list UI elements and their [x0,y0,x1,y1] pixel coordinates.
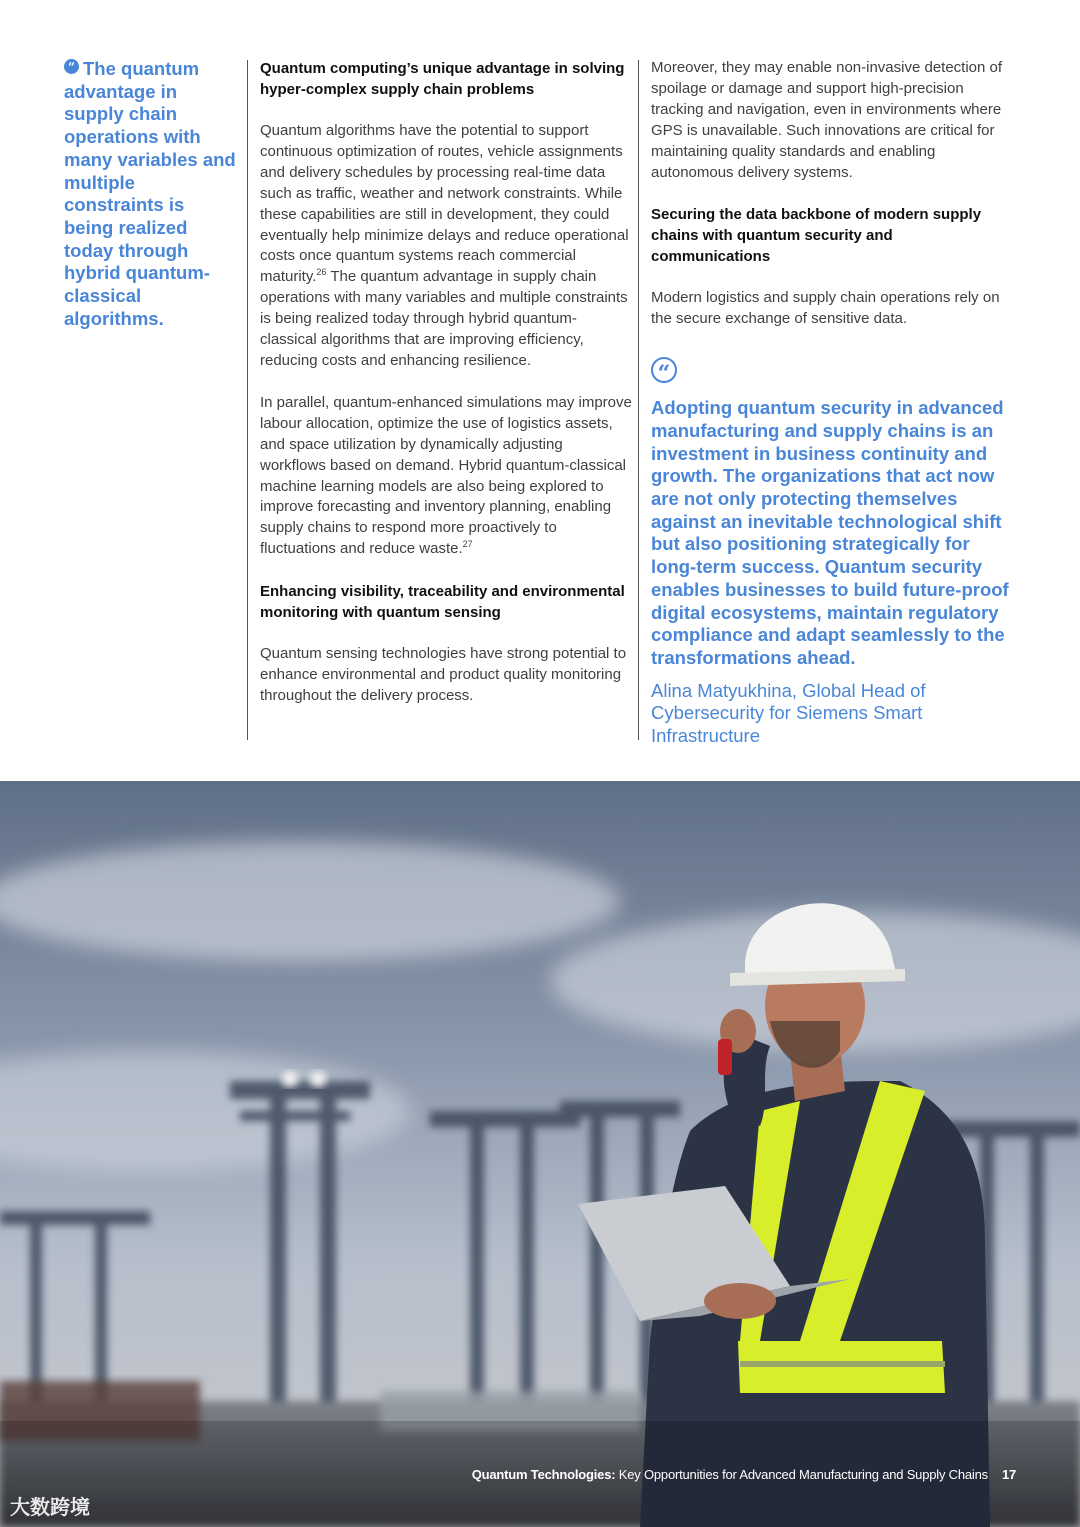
footnote-ref[interactable]: 26 [316,267,327,278]
paragraph: Modern logistics and supply chain operations rely on the secure exchange of sensitive data. [651,289,1000,328]
quote-attribution: Alina Matyukhina, Global Head of Cybersecurity for Siemens Smart Infrastructure [651,679,926,747]
section-heading-quantum-sensing: Enhancing visibility, traceability and environmental monitoring with quantum sensing [260,583,625,622]
footer-title-bold: Quantum Technologies: [471,1467,616,1482]
footer-title: Key Opportunities for Advanced Manufacturing and Supply Chains [615,1467,988,1482]
quote-mark-icon: “ [651,357,677,383]
pull-quote [64,58,236,330]
paragraph: In parallel, quantum-enhanced simulations may improve labour allocation, optimize the use of logistics assets, and space utilization by dynamically adjusting workflows based on demand. Hybrid quantum-classical machine learning models are also being explored to improve forecasting and inventory planning, enabling supply chains to respond more proactively to fluctuations and reduce waste.$^{27}$ [260,393,632,558]
column-divider-left [247,60,248,740]
section-heading-quantum-security: Securing the data backbone of modern supply chains with quantum security and communications [651,206,982,266]
paragraph: Quantum algorithms have the potential to support continuous optimization of routes, vehicle assignments and delivery schedules by processing real-time data such as traffic, weather and network constraints. While these capabilities are still in development, they could eventually help minimize delays and reduce operational costs once quantum systems reach commercial maturity.$^{26}$ The quantum advantage in supply chain operations with many variables and multiple constraints is being realized today through hybrid quantum-classical algorithms that are improving efficiency, reducing costs and enhancing resilience. [260,122,629,369]
quote-icon: “ [64,59,79,74]
page-footer [472,1467,1016,1482]
page-number: 17 [1001,1467,1016,1482]
watermark-logo: 大数跨境 [10,1497,90,1519]
paragraph: Quantum sensing technologies have strong potential to enhance environmental and product quality monitoring throughout the delivery process. [260,645,627,704]
section-heading-quantum-computing: Quantum computing’s unique advantage in solving hyper-complex supply chain problems [260,60,625,98]
highlighted-quote: Adopting quantum security in advanced manufacturing and supply chains is an investment in business continuity and growth. The organizations that act now are not only protecting themselves against an inevitable technological shift but also positioning strategically for long-term success. Quantum security enables businesses to build future-proof digital ecosystems, maintain regulatory compliance and adapt seamlessly to the transformations ahead. [651,397,1009,668]
column-right [651,58,1016,748]
pull-quote-text: The quantum advantage in supply chain operations with many variables and multiple constraints is being realized today through hybrid quantum-classical algorithms. [64,58,236,329]
footnote-ref[interactable]: 27 [462,539,473,550]
paragraph: Moreover, they may enable non-invasive detection of spoilage or damage and support high-precision tracking and navigation, even in environments where GPS is unavailable. Such innovations are critical for maintaining quality standards and enabling autonomous delivery systems. [651,59,1003,181]
column-middle [260,58,632,707]
hero-photo-engineer-at-port [0,781,1080,1527]
column-divider-right [638,60,639,740]
